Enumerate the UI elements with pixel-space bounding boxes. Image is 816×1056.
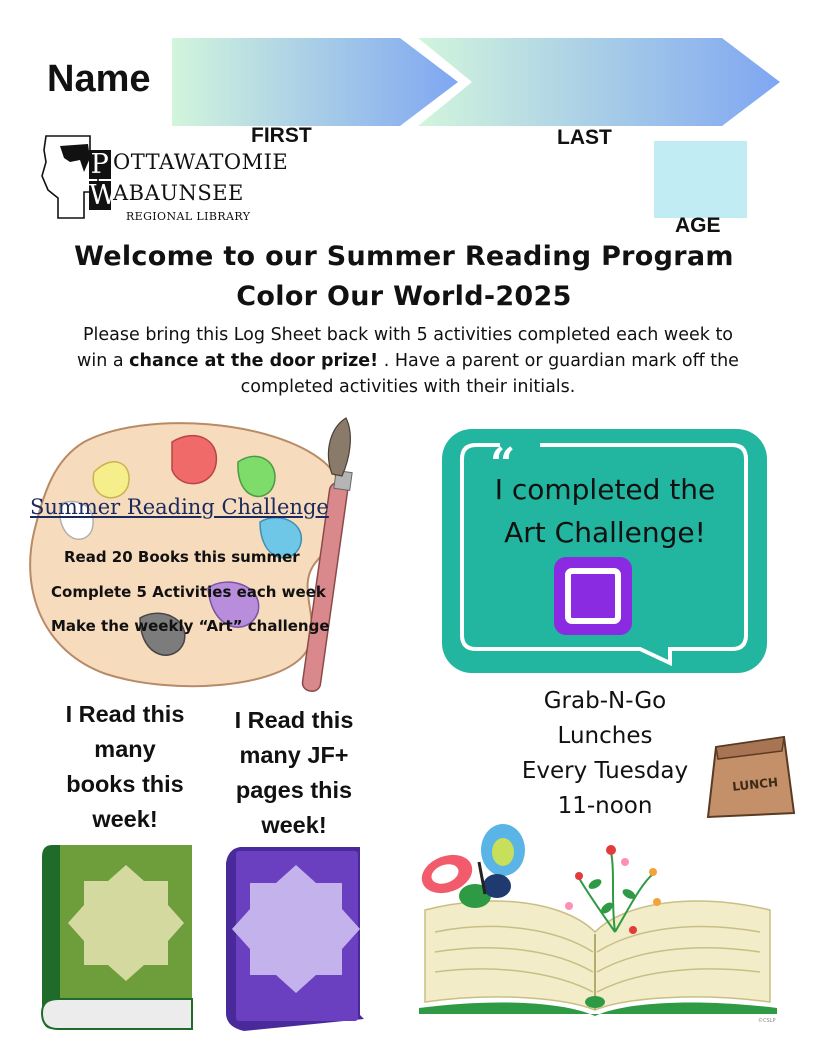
copyright-mark: ©CSLP bbox=[758, 1018, 776, 1024]
age-label: AGE bbox=[675, 214, 721, 237]
intro-bold: chance at the door prize! bbox=[129, 351, 379, 371]
books-read-prompt bbox=[55, 697, 195, 837]
prompt-line: I Read this bbox=[234, 707, 354, 733]
logo-cap-w: W bbox=[89, 180, 118, 211]
prompt-line: I Read this bbox=[65, 701, 185, 727]
prompt-line: week! bbox=[92, 806, 158, 832]
quote-mark: “ bbox=[490, 439, 516, 490]
logo-line-3: REGIONAL LIBRARY bbox=[126, 210, 251, 223]
books-count-book[interactable] bbox=[40, 843, 195, 1033]
challenge-item: Read 20 Books this summer bbox=[64, 548, 300, 566]
art-line-2: Art Challenge! bbox=[504, 516, 706, 549]
lunch-line: Lunches bbox=[557, 723, 653, 749]
logo-cap-p: P bbox=[90, 149, 110, 180]
intro-paragraph bbox=[70, 322, 746, 400]
books-count-field[interactable] bbox=[68, 865, 184, 981]
pages-count-field[interactable] bbox=[232, 865, 360, 993]
logo-text-2: ABAUNSEE bbox=[113, 181, 244, 205]
first-name-field[interactable] bbox=[172, 38, 458, 126]
logo-text-1: OTTAWATOMIE bbox=[113, 150, 289, 174]
prompt-line: many bbox=[94, 736, 156, 762]
challenge-item: Make the weekly “Art” challenge bbox=[51, 617, 330, 635]
page-title: Welcome to our Summer Reading Program bbox=[74, 241, 734, 272]
challenge-title: Summer Reading Challenge bbox=[30, 495, 329, 519]
lunch-bag-label: LUNCH bbox=[731, 775, 779, 794]
lunch-line: Every Tuesday bbox=[521, 758, 689, 784]
lunch-line: 11-noon bbox=[557, 793, 653, 819]
first-name-label: FIRST bbox=[251, 124, 312, 147]
name-arrows[interactable] bbox=[160, 30, 785, 130]
intro-text-1: Please bring this Log Sheet back with 5 activities completed each week to win a bbox=[77, 325, 734, 371]
logo-line-2 bbox=[89, 181, 244, 210]
name-label: Name bbox=[47, 58, 151, 100]
prompt-line: books this bbox=[66, 771, 184, 797]
age-field[interactable] bbox=[654, 141, 747, 218]
page-subtitle: Color Our World-2025 bbox=[236, 281, 572, 312]
logo-line-1 bbox=[89, 150, 288, 179]
challenge-item: Complete 5 Activities each week bbox=[51, 583, 326, 601]
intro-text-2: . Have a parent or guardian mark off the completed activities with their initials. bbox=[240, 351, 739, 397]
open-book-butterfly-image bbox=[415, 822, 780, 1022]
lunch-line: Grab-N-Go bbox=[543, 688, 667, 714]
lunch-notice bbox=[500, 684, 710, 824]
pages-read-prompt bbox=[222, 703, 366, 843]
last-name-field[interactable] bbox=[418, 38, 780, 126]
prompt-line: week! bbox=[261, 812, 327, 838]
pages-count-book[interactable] bbox=[222, 843, 367, 1033]
prompt-line: pages this bbox=[235, 777, 353, 803]
lunch-bag-icon bbox=[702, 733, 798, 821]
art-challenge-text bbox=[455, 468, 755, 554]
prompt-line: many JF+ bbox=[239, 742, 349, 768]
art-line-1: I completed the bbox=[494, 473, 716, 506]
last-name-label: LAST bbox=[557, 126, 612, 149]
